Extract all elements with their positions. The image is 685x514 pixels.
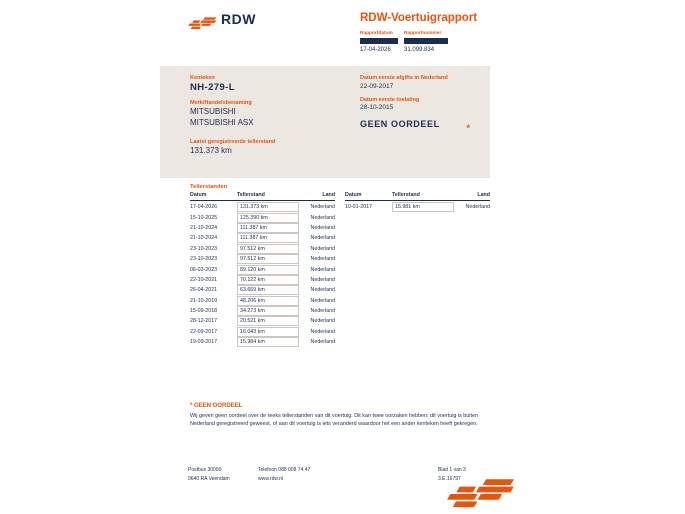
table-row: [190, 244, 335, 254]
footer-address-line2: 9640 RA Veendam: [188, 476, 230, 482]
row-tellerstand: 15.984 km: [237, 337, 299, 347]
row-datum: 22-09-2017: [190, 328, 218, 335]
summary-left-column: [190, 75, 275, 155]
row-land: Nederland: [310, 297, 335, 304]
report-date-block: [360, 31, 404, 53]
table-row: [190, 212, 335, 222]
report-date-label: Rapportdatum: [360, 31, 393, 36]
table-row: [190, 223, 335, 233]
report-number-block: [404, 31, 464, 53]
kenteken-value: NH-279-L: [190, 82, 235, 93]
row-tellerstand: 97.512 km: [237, 254, 299, 264]
footer-form-code: 3.E.16797: [438, 476, 461, 482]
laatste-tellerstand-value: 131.373 km: [190, 146, 232, 155]
row-land: Nederland: [310, 339, 335, 346]
table-row: [190, 306, 335, 316]
row-datum: 17-04-2026: [190, 204, 218, 211]
row-tellerstand: 97.512 km: [237, 244, 299, 254]
merk-label: Merk/Handelsbenaming: [190, 100, 252, 106]
rdw-flag-stripes-icon: [408, 476, 523, 512]
row-tellerstand: 111.387 km: [237, 223, 299, 233]
row-tellerstand: 70.122 km: [237, 275, 299, 285]
oordeel-value: GEEN OORDEEL: [360, 119, 440, 129]
footnote-asterisk: *: [190, 403, 193, 409]
handelsbenaming-value: MITSUBISHI ASX: [190, 118, 254, 127]
col-land: Land: [322, 192, 335, 198]
table-row: [190, 264, 335, 274]
footnote-title: [190, 403, 490, 409]
row-datum: 06-03-2023: [190, 266, 218, 273]
afgifte-value: 22-09-2017: [360, 82, 394, 90]
row-datum: 21-10-2024: [190, 224, 218, 231]
footnote-text: Wij geven geen oordeel over de reeks tellerstanden van dit voertuig. Dit kan twee oorzaken hebben: dit voertuig is buiten Nederland geregistreerd geweest, of aan dit voertuig is iets veranderd waardoor het een ander kenteken heeft gekregen.: [190, 413, 478, 428]
row-datum: 10-01-2017: [345, 204, 373, 211]
row-land: Nederland: [310, 245, 335, 252]
merk-value: MITSUBISHI: [190, 107, 236, 116]
table-row: [345, 202, 490, 212]
table-body: [190, 202, 335, 347]
col-tellerstand: Tellerstand: [392, 192, 420, 198]
toelating-label: Datum eerste toelating: [360, 96, 420, 103]
table-header: [190, 192, 335, 201]
row-land: Nederland: [465, 204, 490, 211]
row-tellerstand: 16.043 km: [237, 327, 299, 337]
footer-address-line1: Postbus 30000: [188, 467, 222, 473]
row-land: Nederland: [310, 328, 335, 335]
row-tellerstand: 131.373 km: [237, 202, 299, 212]
report-date-bar: [360, 38, 398, 44]
report-number-value: 31.099.834: [404, 47, 435, 53]
geen-oordeel-footnote: [190, 403, 490, 429]
row-tellerstand: 111.387 km: [237, 233, 299, 243]
row-land: Nederland: [310, 224, 335, 231]
summary-right-column: [360, 75, 472, 129]
table-row: [190, 327, 335, 337]
footer-phone: Telefoon 088 008 74 47: [258, 467, 311, 473]
row-land: Nederland: [310, 204, 335, 211]
row-tellerstand: 34.273 km: [237, 306, 299, 316]
table-row: [190, 233, 335, 243]
row-land: Nederland: [310, 214, 335, 221]
row-datum: 15-09-2018: [190, 308, 218, 315]
row-tellerstand: 48.206 km: [237, 296, 299, 306]
row-datum: 21-10-2019: [190, 297, 218, 304]
afgifte-label: Datum eerste afgifte in Nederland: [360, 75, 448, 81]
footer-website-link[interactable]: www.rdw.nl: [258, 476, 284, 482]
row-tellerstand: 15.981 km: [392, 202, 454, 212]
report-meta: [360, 31, 464, 53]
row-datum: 23-10-2023: [190, 256, 218, 263]
table-row: [190, 337, 335, 347]
row-land: Nederland: [310, 308, 335, 315]
col-datum: Datum: [190, 192, 207, 198]
row-tellerstand: 20.521 km: [237, 316, 299, 326]
table-row: [190, 202, 335, 212]
footer-page-number: Blad 1 van 3: [438, 467, 466, 473]
merk-values: [190, 107, 275, 128]
report-number-bar: [404, 38, 448, 44]
vehicle-summary-box: [160, 66, 490, 178]
footnote-title-text: GEEN OORDEEL: [192, 403, 243, 409]
row-datum: 22-10-2021: [190, 276, 218, 283]
row-land: Nederland: [310, 235, 335, 242]
footer-contact: [258, 466, 310, 484]
laatste-tellerstand-label: Laatst geregistreerde tellerstand: [190, 139, 276, 145]
row-tellerstand: 63.669 km: [237, 285, 299, 295]
row-datum: 21-10-2024: [190, 235, 218, 242]
table-row: [190, 296, 335, 306]
row-tellerstand: 125.390 km: [237, 213, 299, 223]
col-tellerstand: Tellerstand: [237, 192, 265, 198]
row-land: Nederland: [310, 256, 335, 263]
row-datum: 23-10-2023: [190, 245, 218, 252]
row-datum: 26-04-2021: [190, 287, 218, 294]
row-datum: 15-10-2025: [190, 214, 218, 221]
row-land: Nederland: [310, 276, 335, 283]
kenteken-label: Kenteken: [190, 75, 215, 81]
table-row: [190, 254, 335, 264]
row-datum: 28-12-2017: [190, 318, 218, 325]
footer-address: [188, 466, 230, 484]
col-datum: Datum: [345, 192, 362, 198]
oordeel-asterisk: *: [466, 123, 470, 133]
row-land: Nederland: [310, 287, 335, 294]
row-land: Nederland: [310, 318, 335, 325]
col-land: Land: [477, 192, 490, 198]
report-number-label: Rapportnummer: [404, 31, 442, 36]
table-header: [345, 192, 490, 201]
tellerstanden-table-left: [190, 192, 335, 347]
table-row: [190, 275, 335, 285]
report-date-value: 17-04-2026: [360, 47, 391, 53]
report-title: RDW-Voertuigrapport: [360, 12, 478, 24]
table-row: [190, 285, 335, 295]
toelating-value: 28-10-2015: [360, 104, 394, 111]
rdw-logo-flag-icon: [172, 10, 220, 37]
table-body: [345, 202, 490, 212]
row-datum: 19-09-2017: [190, 339, 218, 346]
tellerstanden-section-title: Tellerstanden: [190, 184, 228, 190]
table-row: [190, 316, 335, 326]
row-land: Nederland: [310, 266, 335, 273]
rdw-logo-text: RDW: [221, 11, 256, 27]
row-tellerstand: 89.120 km: [237, 265, 299, 275]
tellerstanden-table-right: [345, 192, 490, 212]
